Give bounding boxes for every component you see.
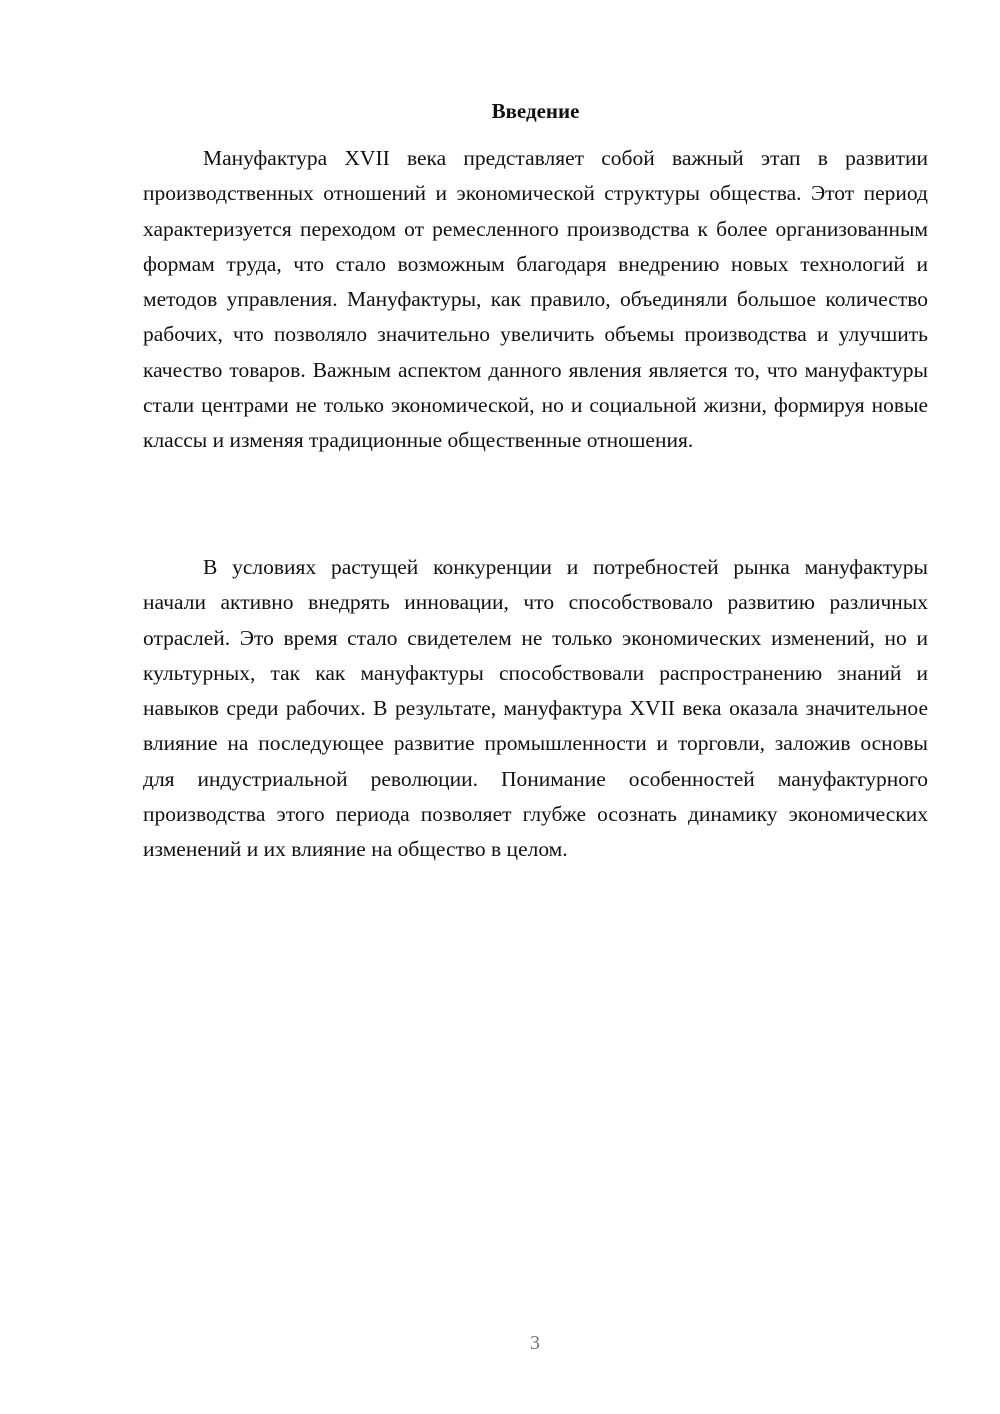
body-paragraph-2: В условиях растущей конкуренции и потребностей рынка мануфактуры начали активно внедрять инновации, что способствовало развитию различных отраслей. Это время стало свидетелем не только экономических изменений, но и культурных, так как мануфактуры способствовали распространению знаний и навыков среди рабочих. В результате, мануфактура XVII века оказала значительное влияние на последующее развитие промышленности и торговли, заложив основы для индустриальной революции. Понимание особенностей мануфактурного производства этого периода позволяет глубже осознать динамику экономических изменений и их влияние на общество в целом. [143, 555, 928, 862]
section-title: Введение [491, 99, 580, 123]
page-number: 3 [530, 1332, 540, 1354]
body-paragraph-1: Мануфактура XVII века представляет собой важный этап в развитии производственных отношений и экономической структуры общества. Этот период характеризуется переходом от ремесленного производства к более организованным формам труда, что стало возможным благодаря внедрению новых технологий и методов управления. Мануфактуры, как правило, объединяли большое количество рабочих, что позволяло значительно увеличить объемы производства и улучшить качество товаров. Важным аспектом данного явления является то, что мануфактуры стали центрами не только экономической, но и социальной жизни, формируя новые классы и изменяя традиционные общественные отношения. [143, 146, 928, 453]
